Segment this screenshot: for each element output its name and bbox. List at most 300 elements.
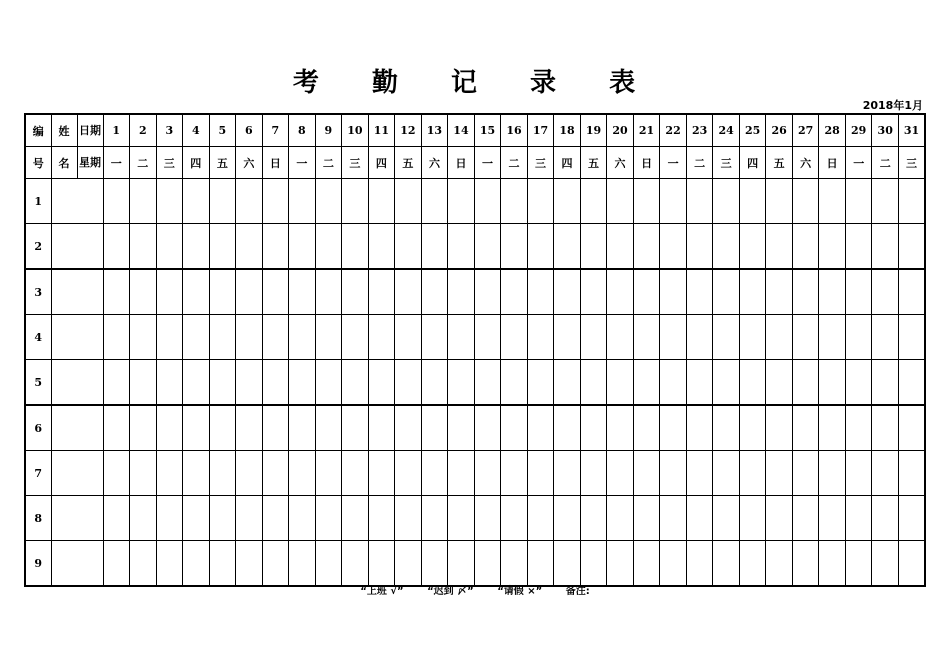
attendance-cell[interactable] xyxy=(792,496,819,541)
name-cell[interactable] xyxy=(51,179,103,224)
attendance-cell[interactable] xyxy=(554,315,581,360)
name-cell[interactable] xyxy=(51,405,103,451)
attendance-cell[interactable] xyxy=(395,451,422,496)
attendance-cell[interactable] xyxy=(554,541,581,587)
attendance-cell[interactable] xyxy=(289,405,316,451)
attendance-cell[interactable] xyxy=(554,405,581,451)
attendance-cell[interactable] xyxy=(554,496,581,541)
attendance-cell[interactable] xyxy=(103,315,130,360)
attendance-cell[interactable] xyxy=(289,179,316,224)
attendance-cell[interactable] xyxy=(421,179,448,224)
attendance-cell[interactable] xyxy=(262,224,289,270)
attendance-cell[interactable] xyxy=(713,496,740,541)
attendance-cell[interactable] xyxy=(554,224,581,270)
attendance-cell[interactable] xyxy=(474,405,501,451)
attendance-cell[interactable] xyxy=(898,224,925,270)
day-header: 4 xyxy=(183,114,210,147)
attendance-cell[interactable] xyxy=(368,315,395,360)
name-cell[interactable] xyxy=(51,360,103,406)
attendance-cell[interactable] xyxy=(368,179,395,224)
attendance-cell[interactable] xyxy=(660,541,687,587)
attendance-cell[interactable] xyxy=(527,179,554,224)
attendance-cell[interactable] xyxy=(368,360,395,406)
attendance-cell[interactable] xyxy=(474,541,501,587)
day-header: 13 xyxy=(421,114,448,147)
attendance-cell[interactable] xyxy=(580,179,607,224)
attendance-cell[interactable] xyxy=(262,269,289,315)
attendance-cell[interactable] xyxy=(633,179,660,224)
attendance-cell[interactable] xyxy=(209,315,236,360)
attendance-cell[interactable] xyxy=(739,269,766,315)
attendance-cell[interactable] xyxy=(898,315,925,360)
attendance-cell[interactable] xyxy=(342,269,369,315)
attendance-cell[interactable] xyxy=(103,269,130,315)
attendance-cell[interactable] xyxy=(448,405,475,451)
attendance-cell[interactable] xyxy=(872,224,899,270)
attendance-cell[interactable] xyxy=(501,360,528,406)
attendance-cell[interactable] xyxy=(448,224,475,270)
attendance-cell[interactable] xyxy=(766,405,793,451)
attendance-cell[interactable] xyxy=(342,224,369,270)
attendance-cell[interactable] xyxy=(262,405,289,451)
attendance-cell[interactable] xyxy=(183,360,210,406)
attendance-cell[interactable] xyxy=(660,496,687,541)
attendance-cell[interactable] xyxy=(421,451,448,496)
day-header: 12 xyxy=(395,114,422,147)
attendance-cell[interactable] xyxy=(342,541,369,587)
attendance-cell[interactable] xyxy=(448,315,475,360)
attendance-cell[interactable] xyxy=(845,315,872,360)
attendance-cell[interactable] xyxy=(474,451,501,496)
attendance-cell[interactable] xyxy=(872,269,899,315)
attendance-cell[interactable] xyxy=(845,451,872,496)
attendance-cell[interactable] xyxy=(236,541,263,587)
attendance-cell[interactable] xyxy=(792,315,819,360)
attendance-cell[interactable] xyxy=(236,269,263,315)
attendance-cell[interactable] xyxy=(872,405,899,451)
attendance-cell[interactable] xyxy=(819,541,846,587)
attendance-cell[interactable] xyxy=(713,405,740,451)
attendance-cell[interactable] xyxy=(845,541,872,587)
attendance-cell[interactable] xyxy=(739,405,766,451)
attendance-cell[interactable] xyxy=(130,179,157,224)
attendance-cell[interactable] xyxy=(262,315,289,360)
attendance-cell[interactable] xyxy=(448,451,475,496)
attendance-cell[interactable] xyxy=(580,360,607,406)
attendance-cell[interactable] xyxy=(872,496,899,541)
attendance-cell[interactable] xyxy=(633,269,660,315)
attendance-cell[interactable] xyxy=(633,224,660,270)
attendance-cell[interactable] xyxy=(792,224,819,270)
attendance-cell[interactable] xyxy=(607,496,634,541)
attendance-cell[interactable] xyxy=(527,360,554,406)
attendance-cell[interactable] xyxy=(819,315,846,360)
attendance-cell[interactable] xyxy=(686,360,713,406)
attendance-cell[interactable] xyxy=(660,451,687,496)
attendance-cell[interactable] xyxy=(686,315,713,360)
attendance-cell[interactable] xyxy=(819,405,846,451)
name-cell[interactable] xyxy=(51,451,103,496)
attendance-cell[interactable] xyxy=(130,360,157,406)
attendance-cell[interactable] xyxy=(130,269,157,315)
attendance-cell[interactable] xyxy=(739,451,766,496)
attendance-cell[interactable] xyxy=(315,179,342,224)
attendance-cell[interactable] xyxy=(368,451,395,496)
attendance-cell[interactable] xyxy=(819,496,846,541)
attendance-cell[interactable] xyxy=(289,541,316,587)
attendance-cell[interactable] xyxy=(342,496,369,541)
attendance-cell[interactable] xyxy=(421,541,448,587)
attendance-cell[interactable] xyxy=(236,496,263,541)
attendance-cell[interactable] xyxy=(898,269,925,315)
attendance-cell[interactable] xyxy=(527,451,554,496)
attendance-cell[interactable] xyxy=(580,451,607,496)
attendance-cell[interactable] xyxy=(527,224,554,270)
attendance-cell[interactable] xyxy=(342,315,369,360)
attendance-cell[interactable] xyxy=(872,315,899,360)
attendance-cell[interactable] xyxy=(739,224,766,270)
attendance-cell[interactable] xyxy=(686,541,713,587)
name-cell[interactable] xyxy=(51,224,103,270)
attendance-cell[interactable] xyxy=(236,315,263,360)
name-cell[interactable] xyxy=(51,496,103,541)
attendance-cell[interactable] xyxy=(501,451,528,496)
attendance-cell[interactable] xyxy=(580,496,607,541)
attendance-cell[interactable] xyxy=(766,360,793,406)
attendance-cell[interactable] xyxy=(660,179,687,224)
attendance-cell[interactable] xyxy=(156,179,183,224)
name-cell[interactable] xyxy=(51,541,103,587)
attendance-cell[interactable] xyxy=(739,179,766,224)
attendance-cell[interactable] xyxy=(395,224,422,270)
attendance-cell[interactable] xyxy=(209,269,236,315)
attendance-cell[interactable] xyxy=(315,269,342,315)
attendance-cell[interactable] xyxy=(421,360,448,406)
attendance-cell[interactable] xyxy=(289,315,316,360)
attendance-cell[interactable] xyxy=(607,405,634,451)
attendance-cell[interactable] xyxy=(686,496,713,541)
attendance-cell[interactable] xyxy=(474,315,501,360)
attendance-cell[interactable] xyxy=(766,496,793,541)
attendance-cell[interactable] xyxy=(739,360,766,406)
attendance-cell[interactable] xyxy=(474,496,501,541)
attendance-cell[interactable] xyxy=(766,315,793,360)
attendance-cell[interactable] xyxy=(315,541,342,587)
attendance-cell[interactable] xyxy=(209,405,236,451)
attendance-cell[interactable] xyxy=(315,315,342,360)
attendance-cell[interactable] xyxy=(368,224,395,270)
attendance-cell[interactable] xyxy=(342,405,369,451)
name-cell[interactable] xyxy=(51,315,103,360)
attendance-cell[interactable] xyxy=(315,360,342,406)
attendance-cell[interactable] xyxy=(554,451,581,496)
attendance-cell[interactable] xyxy=(103,496,130,541)
attendance-cell[interactable] xyxy=(607,269,634,315)
attendance-cell[interactable] xyxy=(739,315,766,360)
attendance-cell[interactable] xyxy=(474,224,501,270)
attendance-cell[interactable] xyxy=(474,269,501,315)
attendance-cell[interactable] xyxy=(686,224,713,270)
attendance-cell[interactable] xyxy=(819,179,846,224)
attendance-cell[interactable] xyxy=(156,224,183,270)
attendance-cell[interactable] xyxy=(448,541,475,587)
attendance-cell[interactable] xyxy=(660,315,687,360)
attendance-cell[interactable] xyxy=(633,541,660,587)
attendance-cell[interactable] xyxy=(607,451,634,496)
attendance-cell[interactable] xyxy=(792,405,819,451)
attendance-cell[interactable] xyxy=(236,179,263,224)
attendance-cell[interactable] xyxy=(713,224,740,270)
attendance-cell[interactable] xyxy=(792,541,819,587)
attendance-cell[interactable] xyxy=(633,496,660,541)
attendance-cell[interactable] xyxy=(766,451,793,496)
attendance-cell[interactable] xyxy=(633,360,660,406)
attendance-cell[interactable] xyxy=(395,269,422,315)
attendance-cell[interactable] xyxy=(845,360,872,406)
attendance-cell[interactable] xyxy=(898,179,925,224)
attendance-cell[interactable] xyxy=(607,179,634,224)
weekday-header: 三 xyxy=(156,147,183,179)
attendance-cell[interactable] xyxy=(501,541,528,587)
legend-note: 备注: xyxy=(565,586,590,597)
attendance-cell[interactable] xyxy=(421,496,448,541)
attendance-cell[interactable] xyxy=(607,360,634,406)
attendance-cell[interactable] xyxy=(580,269,607,315)
attendance-cell[interactable] xyxy=(236,360,263,406)
day-header: 11 xyxy=(368,114,395,147)
attendance-cell[interactable] xyxy=(607,541,634,587)
weekday-header: 二 xyxy=(872,147,899,179)
attendance-cell[interactable] xyxy=(580,315,607,360)
attendance-cell[interactable] xyxy=(872,179,899,224)
attendance-cell[interactable] xyxy=(580,405,607,451)
attendance-cell[interactable] xyxy=(183,315,210,360)
attendance-cell[interactable] xyxy=(845,224,872,270)
attendance-cell[interactable] xyxy=(898,541,925,587)
attendance-cell[interactable] xyxy=(819,360,846,406)
attendance-cell[interactable] xyxy=(872,451,899,496)
attendance-cell[interactable] xyxy=(845,405,872,451)
attendance-cell[interactable] xyxy=(554,269,581,315)
attendance-cell[interactable] xyxy=(289,224,316,270)
attendance-cell[interactable] xyxy=(527,405,554,451)
attendance-cell[interactable] xyxy=(209,224,236,270)
attendance-cell[interactable] xyxy=(845,179,872,224)
attendance-cell[interactable] xyxy=(872,360,899,406)
attendance-cell[interactable] xyxy=(660,224,687,270)
attendance-cell[interactable] xyxy=(501,179,528,224)
attendance-cell[interactable] xyxy=(580,541,607,587)
attendance-cell[interactable] xyxy=(448,179,475,224)
attendance-cell[interactable] xyxy=(342,451,369,496)
attendance-cell[interactable] xyxy=(872,541,899,587)
attendance-cell[interactable] xyxy=(554,360,581,406)
attendance-cell[interactable] xyxy=(474,179,501,224)
attendance-cell[interactable] xyxy=(713,360,740,406)
attendance-cell[interactable] xyxy=(633,405,660,451)
attendance-cell[interactable] xyxy=(236,405,263,451)
attendance-cell[interactable] xyxy=(236,451,263,496)
attendance-cell[interactable] xyxy=(156,541,183,587)
attendance-cell[interactable] xyxy=(580,224,607,270)
attendance-cell[interactable] xyxy=(315,451,342,496)
attendance-cell[interactable] xyxy=(686,405,713,451)
attendance-cell[interactable] xyxy=(156,360,183,406)
attendance-cell[interactable] xyxy=(156,269,183,315)
day-header: 18 xyxy=(554,114,581,147)
attendance-cell[interactable] xyxy=(156,315,183,360)
attendance-cell[interactable] xyxy=(395,496,422,541)
attendance-cell[interactable] xyxy=(368,405,395,451)
attendance-cell[interactable] xyxy=(183,451,210,496)
attendance-cell[interactable] xyxy=(342,179,369,224)
attendance-cell[interactable] xyxy=(103,179,130,224)
attendance-cell[interactable] xyxy=(183,541,210,587)
attendance-cell[interactable] xyxy=(183,496,210,541)
attendance-cell[interactable] xyxy=(315,405,342,451)
attendance-cell[interactable] xyxy=(421,405,448,451)
attendance-cell[interactable] xyxy=(130,541,157,587)
attendance-cell[interactable] xyxy=(554,179,581,224)
attendance-cell[interactable] xyxy=(713,541,740,587)
attendance-cell[interactable] xyxy=(792,179,819,224)
attendance-cell[interactable] xyxy=(209,451,236,496)
attendance-cell[interactable] xyxy=(130,224,157,270)
attendance-cell[interactable] xyxy=(766,269,793,315)
attendance-cell[interactable] xyxy=(262,541,289,587)
attendance-cell[interactable] xyxy=(368,496,395,541)
attendance-cell[interactable] xyxy=(633,451,660,496)
attendance-cell[interactable] xyxy=(448,360,475,406)
attendance-cell[interactable] xyxy=(368,541,395,587)
attendance-cell[interactable] xyxy=(739,496,766,541)
attendance-cell[interactable] xyxy=(501,269,528,315)
attendance-cell[interactable] xyxy=(315,224,342,270)
attendance-cell[interactable] xyxy=(209,179,236,224)
attendance-cell[interactable] xyxy=(448,496,475,541)
row-number: 5 xyxy=(25,360,51,406)
attendance-cell[interactable] xyxy=(501,496,528,541)
attendance-cell[interactable] xyxy=(660,405,687,451)
attendance-cell[interactable] xyxy=(474,360,501,406)
attendance-cell[interactable] xyxy=(156,496,183,541)
attendance-cell[interactable] xyxy=(633,315,660,360)
attendance-cell[interactable] xyxy=(395,179,422,224)
attendance-cell[interactable] xyxy=(289,360,316,406)
attendance-cell[interactable] xyxy=(819,451,846,496)
attendance-cell[interactable] xyxy=(501,405,528,451)
attendance-cell[interactable] xyxy=(501,315,528,360)
day-header: 8 xyxy=(289,114,316,147)
attendance-cell[interactable] xyxy=(686,451,713,496)
attendance-cell[interactable] xyxy=(845,496,872,541)
attendance-cell[interactable] xyxy=(315,496,342,541)
attendance-cell[interactable] xyxy=(156,451,183,496)
attendance-cell[interactable] xyxy=(819,224,846,270)
attendance-cell[interactable] xyxy=(130,315,157,360)
attendance-cell[interactable] xyxy=(130,451,157,496)
attendance-cell[interactable] xyxy=(289,269,316,315)
attendance-cell[interactable] xyxy=(527,541,554,587)
attendance-cell[interactable] xyxy=(262,451,289,496)
attendance-cell[interactable] xyxy=(183,224,210,270)
attendance-cell[interactable] xyxy=(209,360,236,406)
attendance-cell[interactable] xyxy=(898,405,925,451)
weekday-header: 三 xyxy=(898,147,925,179)
attendance-cell[interactable] xyxy=(527,269,554,315)
attendance-cell[interactable] xyxy=(792,451,819,496)
attendance-cell[interactable] xyxy=(209,541,236,587)
attendance-cell[interactable] xyxy=(262,179,289,224)
attendance-cell[interactable] xyxy=(845,269,872,315)
attendance-cell[interactable] xyxy=(103,360,130,406)
attendance-cell[interactable] xyxy=(421,269,448,315)
attendance-cell[interactable] xyxy=(289,451,316,496)
name-cell[interactable] xyxy=(51,269,103,315)
attendance-cell[interactable] xyxy=(898,451,925,496)
attendance-cell[interactable] xyxy=(103,541,130,587)
attendance-cell[interactable] xyxy=(527,496,554,541)
attendance-cell[interactable] xyxy=(342,360,369,406)
attendance-cell[interactable] xyxy=(766,224,793,270)
attendance-cell[interactable] xyxy=(766,179,793,224)
attendance-cell[interactable] xyxy=(713,451,740,496)
attendance-cell[interactable] xyxy=(103,224,130,270)
attendance-cell[interactable] xyxy=(209,496,236,541)
attendance-cell[interactable] xyxy=(766,541,793,587)
attendance-cell[interactable] xyxy=(395,360,422,406)
attendance-cell[interactable] xyxy=(527,315,554,360)
attendance-cell[interactable] xyxy=(739,541,766,587)
attendance-cell[interactable] xyxy=(183,269,210,315)
attendance-cell[interactable] xyxy=(103,451,130,496)
attendance-cell[interactable] xyxy=(130,496,157,541)
attendance-cell[interactable] xyxy=(368,269,395,315)
attendance-cell[interactable] xyxy=(607,315,634,360)
attendance-cell[interactable] xyxy=(236,224,263,270)
attendance-cell[interactable] xyxy=(395,405,422,451)
attendance-cell[interactable] xyxy=(713,179,740,224)
attendance-cell[interactable] xyxy=(395,541,422,587)
attendance-cell[interactable] xyxy=(660,360,687,406)
attendance-cell[interactable] xyxy=(686,179,713,224)
attendance-cell[interactable] xyxy=(103,405,130,451)
attendance-cell[interactable] xyxy=(262,496,289,541)
attendance-cell[interactable] xyxy=(395,315,422,360)
attendance-cell[interactable] xyxy=(156,405,183,451)
attendance-cell[interactable] xyxy=(289,496,316,541)
day-header: 5 xyxy=(209,114,236,147)
attendance-cell[interactable] xyxy=(713,315,740,360)
attendance-cell[interactable] xyxy=(713,269,740,315)
attendance-cell[interactable] xyxy=(130,405,157,451)
attendance-cell[interactable] xyxy=(501,224,528,270)
attendance-cell[interactable] xyxy=(819,269,846,315)
attendance-cell[interactable] xyxy=(421,224,448,270)
attendance-cell[interactable] xyxy=(183,405,210,451)
attendance-cell[interactable] xyxy=(262,360,289,406)
attendance-cell[interactable] xyxy=(607,224,634,270)
attendance-cell[interactable] xyxy=(898,496,925,541)
attendance-cell[interactable] xyxy=(660,269,687,315)
attendance-cell[interactable] xyxy=(898,360,925,406)
attendance-cell[interactable] xyxy=(686,269,713,315)
attendance-cell[interactable] xyxy=(183,179,210,224)
attendance-cell[interactable] xyxy=(792,360,819,406)
attendance-cell[interactable] xyxy=(448,269,475,315)
attendance-cell[interactable] xyxy=(421,315,448,360)
attendance-cell[interactable] xyxy=(792,269,819,315)
